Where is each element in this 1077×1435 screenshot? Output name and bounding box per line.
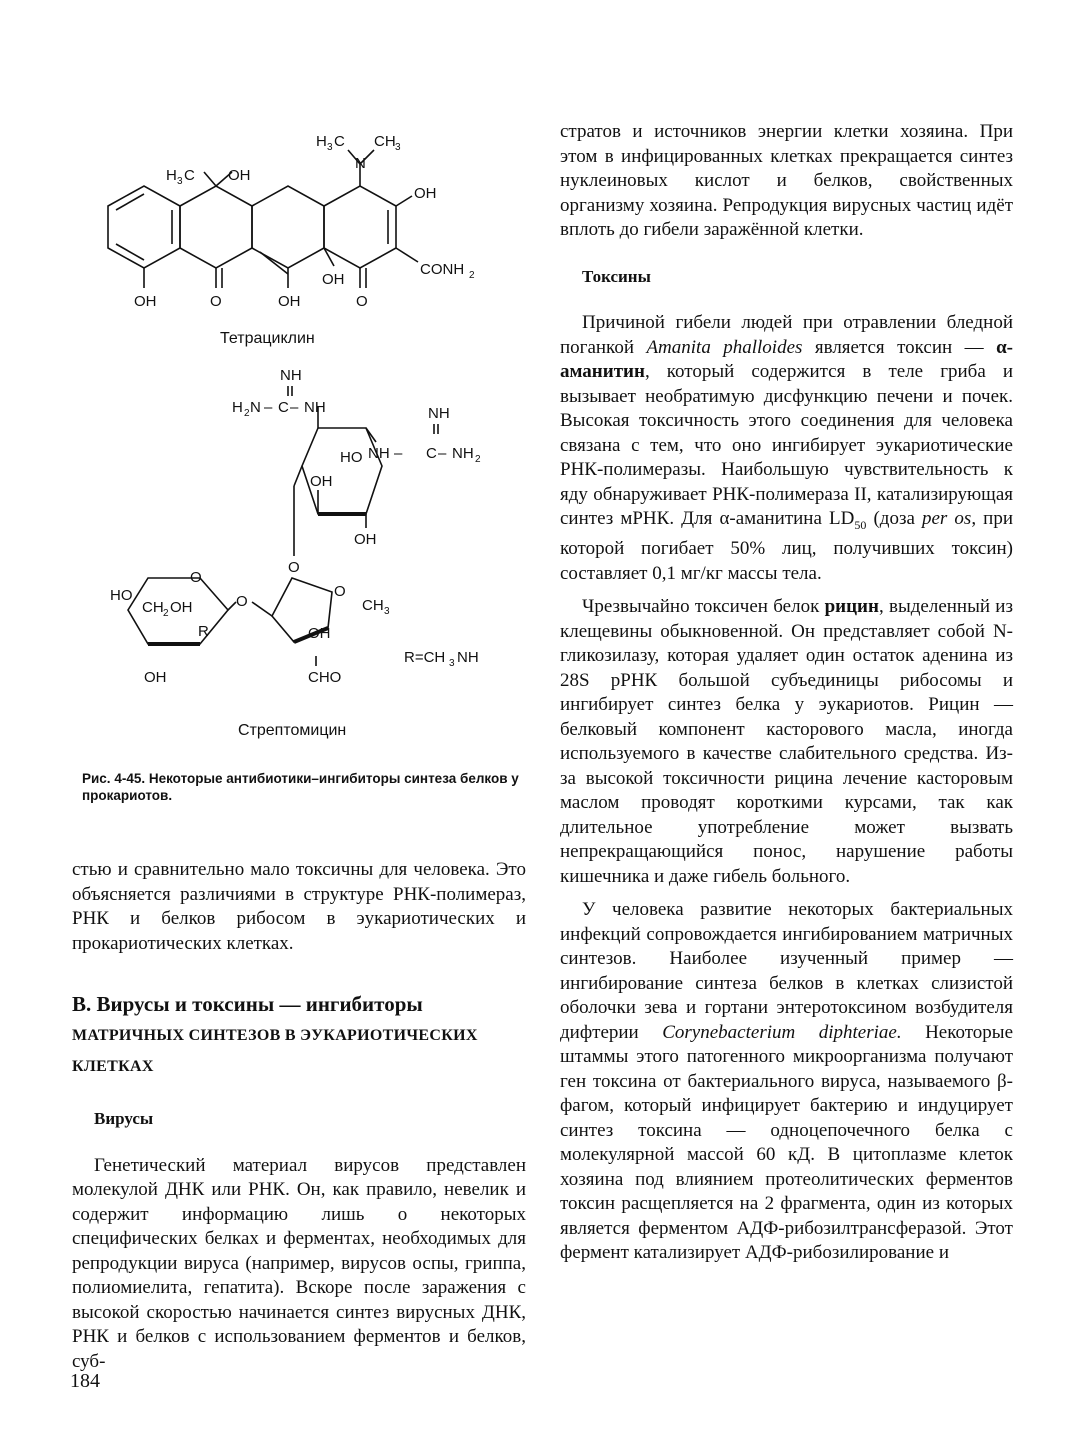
- ricin-name: рицин: [824, 596, 879, 618]
- svg-text:C: C: [426, 445, 437, 462]
- text-run: У человека развитие некоторых бактериальных инфекций сопровождается ингибированием матричных синтезов. Наиболее изученный пример — ингибирование синтеза белков в клетках слизистой оболочки зева и гортани энтеротоксином возбудителя дифтерии: [560, 899, 1013, 1043]
- text-run: , выделенный из клещевины обыкновенной. Он представляет собой N-гликозилазу, которая удаляет один остаток аденина из 28S рРНК большой субъединицы рибосомы и ингибирует синтез белка у эукариотов. Рицин — белковый компонент касторового масла, иногда используемого в качестве слабительного средства. Из-за высокой токсичности рицина лечение касторовым маслом проводят короткими курсами, так как длительное употребление может вызвать непрекращающийся понос, нарушение работы кишечника и даже гибель больного.: [560, 596, 1013, 887]
- svg-text:N: N: [250, 399, 261, 416]
- left-continuation: стью и сравнительно мало токсичны для человека. Это объясняется различиями в структуре РНК-полимераз, РНК и белков рибосом в эукариотических и прокариотических клетках.: [72, 859, 526, 954]
- text-run: Причиной гибели людей при отравлении бледной поганкой: [560, 312, 1013, 358]
- svg-text:CH: CH: [374, 133, 396, 150]
- svg-text:O: O: [190, 569, 202, 586]
- svg-text:3: 3: [395, 142, 401, 153]
- svg-text:2: 2: [163, 608, 169, 619]
- viruses-heading: Вирусы: [94, 1109, 154, 1128]
- species-name: Corynebacterium diphteriae.: [662, 1021, 902, 1043]
- svg-text:–: –: [394, 445, 403, 462]
- text-run: Чрезвычайно токсичен белок: [582, 596, 825, 618]
- svg-text:–: –: [264, 399, 273, 416]
- svg-text:2: 2: [475, 454, 481, 465]
- svg-text:NH: NH: [368, 445, 390, 462]
- figure-caption: Рис. 4-45. Некоторые антибиотики–ингибиторы синтеза белков у прокариотов.: [82, 771, 519, 803]
- svg-text:C: C: [184, 167, 195, 184]
- tetracycline-label: Тетрациклин: [220, 330, 315, 347]
- svg-text:OH: OH: [170, 599, 193, 616]
- tetracycline-ring-a: [108, 186, 180, 268]
- tetracycline-ring-b: [180, 186, 252, 268]
- svg-text:R: R: [198, 623, 209, 640]
- toxins-heading: Токсины: [582, 266, 651, 286]
- svg-text:NH: NH: [428, 405, 450, 422]
- streptomycin-drawing: [72, 366, 526, 766]
- svg-text:HO: HO: [340, 449, 363, 466]
- svg-text:H: H: [316, 133, 327, 150]
- tetracycline-ring-d: [324, 186, 396, 268]
- svg-text:NH: NH: [457, 649, 479, 666]
- svg-text:3: 3: [327, 142, 333, 153]
- text-run: (доза: [866, 508, 922, 529]
- svg-text:2: 2: [244, 408, 250, 419]
- svg-text:OH: OH: [228, 167, 251, 184]
- svg-text:–: –: [438, 445, 447, 462]
- svg-text:O: O: [334, 583, 346, 600]
- text-run: , при которой погибает 50% лиц, получивших токсин) составляет 0,1 мг/кг массы тела.: [560, 508, 1013, 584]
- svg-text:CONH: CONH: [420, 261, 465, 278]
- figure-antibiotics: [72, 116, 526, 836]
- toxin-name: α-аманитин: [560, 336, 1013, 382]
- svg-text:3: 3: [384, 606, 390, 617]
- text-run: , который содержится в теле гриба и вызывает необратимую дисфункцию печени и почек. Высокая токсичность этого соединения для человека связана с тем, что оно ингибирует эукариотические РНК-полимеразы. Наибольшую чувствительность к яду обнаруживает РНК-полимераза II, катализирующая синтез мРНК. Для α-аманитина LD: [560, 361, 1013, 529]
- section-title-lead: В. Вирусы и токсины — ингибиторы: [72, 992, 423, 1016]
- per-os: per os: [921, 508, 972, 529]
- right-column: [560, 120, 1013, 1266]
- svg-text:C: C: [334, 133, 345, 150]
- svg-text:H: H: [166, 167, 177, 184]
- svg-text:O: O: [236, 593, 248, 610]
- svg-text:H: H: [232, 399, 243, 416]
- svg-text:OH: OH: [354, 531, 377, 548]
- svg-text:OH: OH: [134, 293, 157, 310]
- svg-text:OH: OH: [278, 293, 301, 310]
- toxins-paragraph-1: [560, 311, 1013, 586]
- text-run: является токсин —: [802, 336, 997, 358]
- toxins-paragraph-2: [560, 595, 1013, 889]
- right-continuation: стратов и источников энергии клетки хозяина. При этом в инфицированных клетках прекращается синтез нуклеиновых кислот и белков, свойственных организму хозяина. Репродукция вирусных частиц идёт вплоть до гибели заражённой клетки.: [560, 121, 1013, 240]
- svg-text:O: O: [288, 559, 300, 576]
- species-name: Amanita phalloides: [646, 336, 803, 358]
- streptidine-ring: [302, 428, 382, 514]
- svg-text:O: O: [356, 293, 368, 310]
- page-number: 184: [70, 1370, 100, 1392]
- svg-text:OH: OH: [308, 625, 331, 642]
- svg-text:–: –: [290, 399, 299, 416]
- svg-text:OH: OH: [310, 473, 333, 490]
- svg-text:2: 2: [469, 270, 475, 281]
- svg-text:3: 3: [177, 176, 183, 187]
- svg-text:NH: NH: [452, 445, 474, 462]
- svg-text:OH: OH: [414, 185, 437, 202]
- streptomycin-label: Стрептомицин: [238, 722, 347, 739]
- svg-text:CH: CH: [142, 599, 164, 616]
- svg-text:O: O: [210, 293, 222, 310]
- svg-text:OH: OH: [322, 271, 345, 288]
- ld-subscript: 50: [854, 517, 867, 532]
- svg-text:C: C: [278, 399, 289, 416]
- svg-text:N: N: [355, 155, 366, 172]
- svg-text:NH: NH: [280, 367, 302, 384]
- section-title: [72, 990, 526, 1081]
- svg-text:CHO: CHO: [308, 669, 342, 686]
- text-run: Некоторые штаммы этого патогенного микроорганизма получают ген токсина от бактериального вируса, называемого β-фагом, который инфицирует бактерию и индуцирует синтез токсина — одноцепочечного белка с молекулярной массой 60 кД. В цитоплазме клеток хозяина под влиянием протеолитических ферментов токсин расщепляется на 2 фрагмента, один из которых является ферментом АДФ-рибозилтрансферазой. Этот фермент катализирует АДФ-рибозилирование и: [560, 1021, 1014, 1264]
- svg-text:3: 3: [449, 658, 455, 669]
- viruses-paragraph: Генетический материал вирусов представлен молекулой ДНК или РНК. Он, как правило, невелик и содержит информацию лишь о некоторых специфических белках и ферментах, необходимых для репродукции вируса (например, вирусов оспы, гриппа, полиомиелита, гепатита). Вскоре после заражения с высокой скоростью начинается синтез вирусных ДНК, РНК и белков с использованием ферментов и белков, суб-: [72, 1154, 526, 1372]
- section-title-rest: МАТРИЧНЫХ СИНТЕЗОВ В ЭУКАРИОТИЧЕСКИХ КЛЕТКАХ: [72, 1027, 478, 1075]
- left-column: [72, 858, 526, 1374]
- toxins-paragraph-3: [560, 898, 1013, 1266]
- svg-text:CH: CH: [362, 597, 384, 614]
- svg-text:HO: HO: [110, 587, 133, 604]
- svg-text:R=CH: R=CH: [404, 649, 446, 666]
- svg-text:NH: NH: [304, 399, 326, 416]
- tetracycline-ring-c: [252, 186, 324, 268]
- svg-text:OH: OH: [144, 669, 167, 686]
